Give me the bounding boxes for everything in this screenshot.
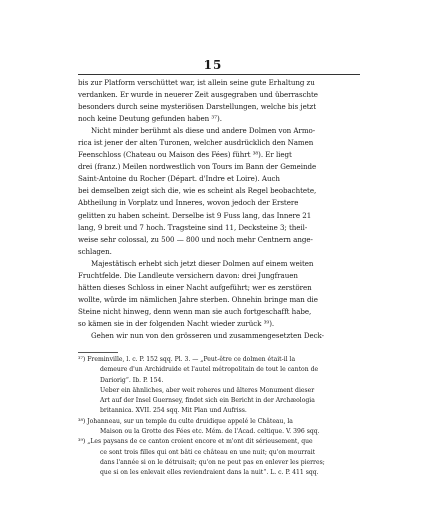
main-text [78,77,360,342]
text-line: gelitten zu haben scheint. Derselbe ist 9 Fuss lang, das Innere 21 [78,210,312,220]
footnote-line: Dariorig“. Ib. P. 154. [100,376,164,384]
page-number: 15 [203,58,223,72]
footnote-line: ³⁹) „Les paysans de ce canton croient encore et m'ont dit sérieusement, que [78,438,313,446]
text-line: rica ist jener der alten Turonen, welcher ausdrücklich den Namen [78,138,314,148]
footnote-line: dans l'année si on le détruisait; qu'on ne peut pas en enlever les pierres; [100,458,325,466]
text-line: Steine nicht hinweg, denn wenn man sie auch fortgeschafft habe, [78,306,312,316]
footnote-line: Maison ou la Grotte des Fées etc. Mém. de l'Acad. celtique. V. 396 sqq. [100,428,320,436]
footnote-line: que si on les enlevait elles reviendraient dans la nuit“. L. c. P. 411 sqq. [100,469,319,477]
text-line: so kämen sie in der folgenden Nacht wieder zurück ³⁹). [78,318,275,328]
footnote-line: ³⁷) Freminville, l. c. P. 152 sqq. Pl. 3. — „Peut-être ce dolmen était-il la [78,356,296,363]
header-rule [78,74,360,75]
text-line: verdanken. Er wurde in neuerer Zeit ausgegraben und überraschte [78,90,318,100]
footnote-line: demeure d'un Archidruide et l'autel métropolitain de tout le canton de [100,366,319,374]
text-line: besonders durch seine mysteriösen Darstellungen, welche bis jetzt [78,102,317,112]
footnote-line: ³⁸) Johanneau, sur un temple du culte druidique appelé le Château, la [78,417,293,425]
text-line: hätten dieses Schloss in einer Nacht aufgeführt; wer es zerstören [78,282,312,292]
text-line: Majestätisch erhebt sich jetzt dieser Dolmen auf einem weiten [91,258,314,268]
text-line: Nicht minder berühmt als diese und andere Dolmen von Armo- [91,126,316,136]
footnote-line: Art auf der Insel Guernsey, findet sich ein Bericht in der Archæologia [100,397,315,405]
text-line: Gehen wir nun von den grösseren und zusammengesetzten Deck- [91,330,325,340]
footnote-line: Ueber ein ähnliches, aber weit roheres und älteres Monument dieser [100,386,315,394]
text-line: weise sehr colossal, zu 500 — 800 und noch mehr Centnern ange- [78,234,313,244]
text-line: Abtheilung in Vorplatz und Inneres, wovon jedoch der Erstere [78,198,299,208]
text-line: lang, 9 breit und 7 hoch. Tragsteine sind 11, Decksteine 3; theil- [78,222,308,232]
text-line: drei (franz.) Meilen nordwestlich von Tours im Bann der Gemeinde [78,162,317,172]
footnote-line: britannica. XVII. 254 sqq. Mit Plan und Aufriss. [100,407,247,415]
text-line: Feenschloss (Chateau ou Maison des Fées) führt ³⁸). Er liegt [78,150,292,160]
text-line: bis zur Platform verschüttet war, ist allein seine gute Erhaltung zu [78,78,315,87]
footnote-line: ce sont trois filles qui ont bâti ce château en une nuit; qu'on mourrait [100,448,316,456]
text-line: bei demselben zeigt sich die, wie es scheint als Regel beobachtete, [78,186,317,196]
footnote-rule [78,352,118,353]
footnotes [78,355,360,479]
text-line: noch keine Deutung gefunden haben ³⁷). [78,114,222,124]
text-line: schlagen. [78,246,112,256]
text-line: Fruchtfelde. Die Landleute versichern davon: drei Jungfrauen [78,270,298,280]
text-line: Saint-Antoine du Rocher (Départ. d'Indre et Loire). Auch [78,174,280,184]
text-line: wollte, würde im nämlichen Jahre sterben. Ohnehin bringe man die [78,294,318,304]
